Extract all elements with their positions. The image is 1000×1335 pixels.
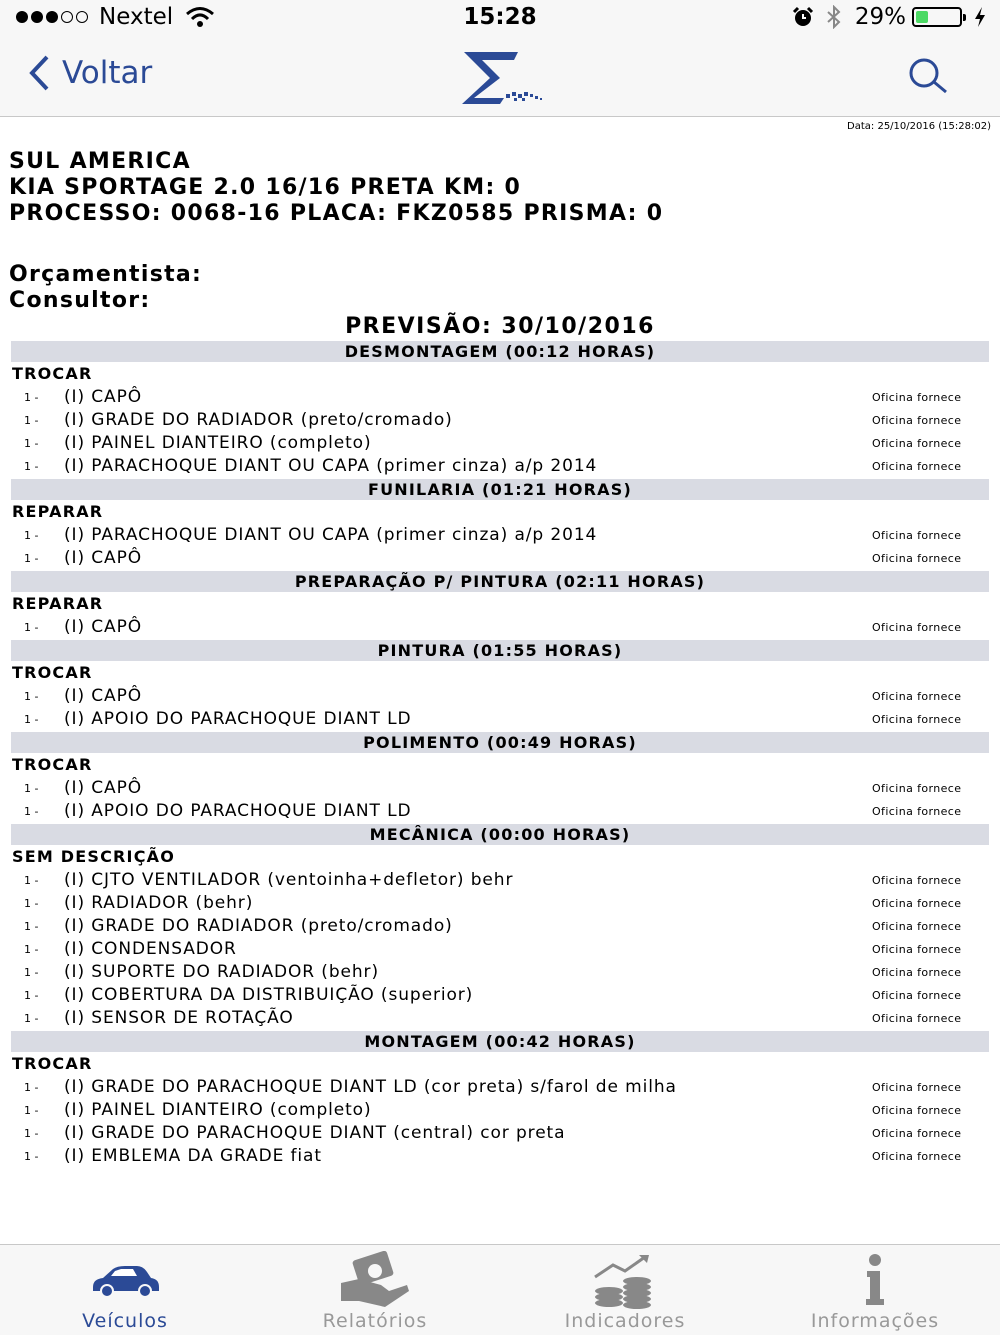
item-description: (I) APOIO DO PARACHOQUE DIANT LD bbox=[64, 709, 412, 729]
search-icon bbox=[906, 56, 952, 96]
item-quantity: 1 - bbox=[24, 782, 39, 795]
item-description: (I) CAPÔ bbox=[64, 686, 143, 706]
section-category: REPARAR bbox=[12, 594, 104, 613]
item-description: (I) SENSOR DE ROTAÇÃO bbox=[64, 1008, 294, 1028]
item-row bbox=[0, 870, 1000, 893]
status-right bbox=[791, 4, 988, 30]
item-supplier-note: Oficina fornece bbox=[872, 713, 962, 726]
item-supplier-note: Oficina fornece bbox=[872, 529, 962, 542]
item-row bbox=[0, 962, 1000, 985]
item-row bbox=[0, 1123, 1000, 1146]
item-row bbox=[0, 985, 1000, 1008]
item-description: (I) GRADE DO RADIADOR (preto/cromado) bbox=[64, 916, 453, 936]
item-row bbox=[0, 686, 1000, 709]
item-quantity: 1 - bbox=[24, 529, 39, 542]
tab-label: Relatórios bbox=[322, 1310, 428, 1332]
item-row bbox=[0, 410, 1000, 433]
item-description: (I) CAPÔ bbox=[64, 548, 143, 568]
navigation-bar bbox=[0, 38, 1000, 117]
back-button[interactable] bbox=[28, 54, 152, 92]
item-supplier-note: Oficina fornece bbox=[872, 414, 962, 427]
alarm-icon bbox=[791, 6, 815, 28]
item-row bbox=[0, 1146, 1000, 1169]
signal-dot bbox=[16, 11, 28, 23]
item-quantity: 1 - bbox=[24, 437, 39, 450]
item-quantity: 1 - bbox=[24, 1081, 39, 1094]
estimator-label: Orçamentista: bbox=[9, 262, 203, 287]
item-description: (I) SUPORTE DO RADIADOR (behr) bbox=[64, 962, 379, 982]
tab-relatorios[interactable] bbox=[250, 1245, 500, 1335]
tab-bar bbox=[0, 1244, 1000, 1335]
section-header: POLIMENTO (00:49 HORAS) bbox=[11, 732, 989, 753]
item-row bbox=[0, 709, 1000, 732]
signal-dot bbox=[61, 11, 73, 23]
section-category: TROCAR bbox=[12, 1054, 93, 1073]
car-icon bbox=[87, 1261, 163, 1303]
item-row bbox=[0, 1008, 1000, 1031]
item-supplier-note: Oficina fornece bbox=[872, 966, 962, 979]
item-quantity: 1 - bbox=[24, 874, 39, 887]
item-description: (I) APOIO DO PARACHOQUE DIANT LD bbox=[64, 801, 412, 821]
item-quantity: 1 - bbox=[24, 966, 39, 979]
item-quantity: 1 - bbox=[24, 1012, 39, 1025]
item-description: (I) EMBLEMA DA GRADE fiat bbox=[64, 1146, 322, 1166]
item-quantity: 1 - bbox=[24, 621, 39, 634]
item-quantity: 1 - bbox=[24, 391, 39, 404]
item-description: (I) CAPÔ bbox=[64, 387, 143, 407]
item-quantity: 1 - bbox=[24, 920, 39, 933]
wifi-icon bbox=[185, 6, 215, 28]
section-header: MECÂNICA (00:00 HORAS) bbox=[11, 824, 989, 845]
item-description: (I) GRADE DO PARACHOQUE DIANT LD (cor preta) s/farol de milha bbox=[64, 1077, 677, 1097]
forecast-date: PREVISÃO: 30/10/2016 bbox=[345, 314, 655, 339]
item-supplier-note: Oficina fornece bbox=[872, 989, 962, 1002]
signal-dot bbox=[31, 11, 43, 23]
section-header: DESMONTAGEM (00:12 HORAS) bbox=[11, 341, 989, 362]
battery-icon bbox=[912, 7, 962, 27]
vehicle-info: KIA SPORTAGE 2.0 16/16 PRETA KM: 0 bbox=[9, 175, 522, 200]
tab-veiculos[interactable] bbox=[0, 1245, 250, 1335]
item-row bbox=[0, 916, 1000, 939]
item-supplier-note: Oficina fornece bbox=[872, 897, 962, 910]
item-row bbox=[0, 778, 1000, 801]
item-quantity: 1 - bbox=[24, 1104, 39, 1117]
insurer-name: SUL AMERICA bbox=[9, 149, 191, 174]
search-button[interactable] bbox=[906, 56, 952, 100]
tab-label: Veículos bbox=[82, 1310, 168, 1332]
item-quantity: 1 - bbox=[24, 1127, 39, 1140]
item-quantity: 1 - bbox=[24, 414, 39, 427]
item-quantity: 1 - bbox=[24, 690, 39, 703]
item-supplier-note: Oficina fornece bbox=[872, 621, 962, 634]
item-row bbox=[0, 1077, 1000, 1100]
item-supplier-note: Oficina fornece bbox=[872, 1081, 962, 1094]
back-label: Voltar bbox=[62, 55, 153, 91]
tab-label: Informações bbox=[810, 1310, 940, 1332]
report-date: Data: 25/10/2016 (15:28:02) bbox=[847, 121, 991, 132]
item-quantity: 1 - bbox=[24, 713, 39, 726]
sigma-logo-icon bbox=[456, 46, 548, 110]
section-category: TROCAR bbox=[12, 663, 93, 682]
item-supplier-note: Oficina fornece bbox=[872, 1104, 962, 1117]
battery-percent: 29% bbox=[854, 4, 906, 30]
tab-label: Indicadores bbox=[564, 1310, 686, 1332]
item-supplier-note: Oficina fornece bbox=[872, 920, 962, 933]
item-description: (I) CAPÔ bbox=[64, 778, 143, 798]
item-supplier-note: Oficina fornece bbox=[872, 782, 962, 795]
item-supplier-note: Oficina fornece bbox=[872, 1150, 962, 1163]
item-quantity: 1 - bbox=[24, 552, 39, 565]
item-row bbox=[0, 801, 1000, 824]
item-row bbox=[0, 893, 1000, 916]
item-quantity: 1 - bbox=[24, 460, 39, 473]
section-category: REPARAR bbox=[12, 502, 104, 521]
item-description: (I) CONDENSADOR bbox=[64, 939, 237, 959]
item-description: (I) PAINEL DIANTEIRO (completo) bbox=[64, 433, 372, 453]
item-description: (I) COBERTURA DA DISTRIBUIÇÃO (superior) bbox=[64, 985, 474, 1005]
item-row bbox=[0, 525, 1000, 548]
item-row bbox=[0, 939, 1000, 962]
section-header: MONTAGEM (00:42 HORAS) bbox=[11, 1031, 989, 1052]
item-supplier-note: Oficina fornece bbox=[872, 943, 962, 956]
section-header: FUNILARIA (01:21 HORAS) bbox=[11, 479, 989, 500]
item-supplier-note: Oficina fornece bbox=[872, 1012, 962, 1025]
section-category: TROCAR bbox=[12, 364, 93, 383]
signal-dot bbox=[76, 11, 88, 23]
clock: 15:28 bbox=[463, 4, 537, 30]
chevron-left-icon bbox=[28, 54, 50, 92]
item-description: (I) PARACHOQUE DIANT OU CAPA (primer cinza) a/p 2014 bbox=[64, 525, 598, 545]
item-supplier-note: Oficina fornece bbox=[872, 690, 962, 703]
item-row bbox=[0, 387, 1000, 410]
bluetooth-icon bbox=[825, 5, 843, 29]
item-quantity: 1 - bbox=[24, 897, 39, 910]
item-row bbox=[0, 617, 1000, 640]
item-description: (I) PAINEL DIANTEIRO (completo) bbox=[64, 1100, 372, 1120]
item-quantity: 1 - bbox=[24, 1150, 39, 1163]
info-icon bbox=[860, 1251, 890, 1311]
process-info: PROCESSO: 0068-16 PLACA: FKZ0585 PRISMA: 0 bbox=[9, 201, 664, 226]
item-row bbox=[0, 548, 1000, 571]
hand-money-icon bbox=[337, 1251, 413, 1311]
item-supplier-note: Oficina fornece bbox=[872, 1127, 962, 1140]
item-row bbox=[0, 433, 1000, 456]
tab-informacoes[interactable] bbox=[750, 1245, 1000, 1335]
item-description: (I) RADIADOR (behr) bbox=[64, 893, 254, 913]
charging-icon bbox=[972, 6, 988, 28]
item-supplier-note: Oficina fornece bbox=[872, 805, 962, 818]
item-description: (I) GRADE DO RADIADOR (preto/cromado) bbox=[64, 410, 453, 430]
item-supplier-note: Oficina fornece bbox=[872, 874, 962, 887]
tab-indicadores[interactable] bbox=[500, 1245, 750, 1335]
item-supplier-note: Oficina fornece bbox=[872, 437, 962, 450]
item-quantity: 1 - bbox=[24, 989, 39, 1002]
section-category: SEM DESCRIÇÃO bbox=[12, 847, 176, 866]
item-row bbox=[0, 456, 1000, 479]
item-quantity: 1 - bbox=[24, 805, 39, 818]
item-row bbox=[0, 1100, 1000, 1123]
carrier-name: Nextel bbox=[99, 4, 174, 30]
item-quantity: 1 - bbox=[24, 943, 39, 956]
section-header: PREPARAÇÃO P/ PINTURA (02:11 HORAS) bbox=[11, 571, 989, 592]
section-category: TROCAR bbox=[12, 755, 93, 774]
item-supplier-note: Oficina fornece bbox=[872, 460, 962, 473]
item-supplier-note: Oficina fornece bbox=[872, 391, 962, 404]
coins-chart-icon bbox=[587, 1251, 663, 1311]
section-header: PINTURA (01:55 HORAS) bbox=[11, 640, 989, 661]
item-description: (I) CJTO VENTILADOR (ventoinha+defletor) behr bbox=[64, 870, 514, 890]
item-description: (I) CAPÔ bbox=[64, 617, 143, 637]
status-bar bbox=[0, 0, 1000, 38]
item-description: (I) PARACHOQUE DIANT OU CAPA (primer cinza) a/p 2014 bbox=[64, 456, 598, 476]
consultant-label: Consultor: bbox=[9, 288, 151, 313]
signal-dot bbox=[46, 11, 58, 23]
item-supplier-note: Oficina fornece bbox=[872, 552, 962, 565]
signal-carrier bbox=[16, 4, 215, 30]
item-description: (I) GRADE DO PARACHOQUE DIANT (central) cor preta bbox=[64, 1123, 566, 1143]
